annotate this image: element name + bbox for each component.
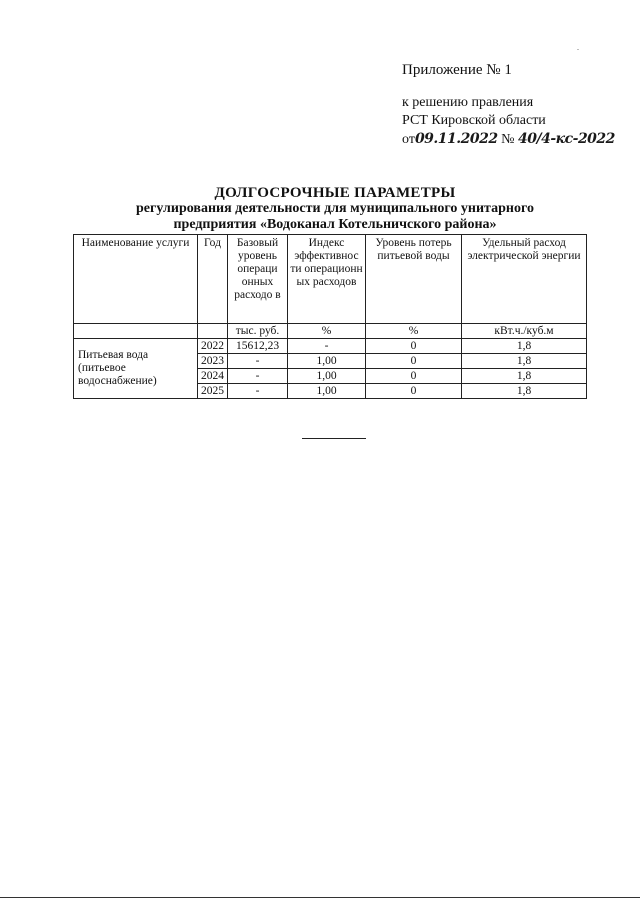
header-energy-consumption: Удельный расход электрической энергии: [462, 235, 587, 324]
row-index: 1,00: [288, 369, 366, 384]
header-year: Год: [198, 235, 228, 324]
unit-year-empty: [198, 324, 228, 339]
separator-line: [302, 438, 366, 439]
header-efficiency-index: Индекс эффективнос ти операционн ых расходов: [288, 235, 366, 324]
number-prefix: №: [501, 132, 515, 147]
header-water-loss: Уровень потерь питьевой воды: [366, 235, 462, 324]
row-base: 15612,23: [228, 339, 288, 354]
resolution-line-1: к решению правления: [402, 95, 534, 110]
row-index: 1,00: [288, 354, 366, 369]
row-loss: 0: [366, 384, 462, 399]
row-energy: 1,8: [462, 369, 587, 384]
row-year: 2025: [198, 384, 228, 399]
header-service: Наименование услуги: [74, 235, 198, 324]
title-line-2: регулирования деятельности для муниципального унитарного: [136, 201, 534, 216]
handwritten-number: 40/4-кс-2022: [517, 131, 615, 147]
document-title: [80, 185, 590, 233]
unit-base: тыс. руб.: [228, 324, 288, 339]
row-energy: 1,8: [462, 339, 587, 354]
title-main: ДОЛГОСРОЧНЫЕ ПАРАМЕТРЫ: [214, 185, 456, 201]
units-row: [74, 324, 587, 339]
unit-loss: %: [366, 324, 462, 339]
appendix-title: Приложение № 1: [402, 62, 512, 78]
unit-energy: кВт.ч./куб.м: [462, 324, 587, 339]
row-loss: 0: [366, 354, 462, 369]
header-base-costs: Базовый уровень операци онных расходо в: [228, 235, 288, 324]
row-energy: 1,8: [462, 354, 587, 369]
resolution-reference: [402, 94, 615, 149]
unit-service-empty: [74, 324, 198, 339]
scan-bottom-edge: [0, 897, 640, 898]
row-loss: 0: [366, 369, 462, 384]
row-base: -: [228, 384, 288, 399]
row-year: 2023: [198, 354, 228, 369]
row-base: -: [228, 369, 288, 384]
row-index: 1,00: [288, 384, 366, 399]
scan-dot: .: [577, 43, 579, 52]
row-year: 2024: [198, 369, 228, 384]
service-name: Питьевая вода (питьевое водоснабжение): [74, 339, 198, 399]
unit-index: %: [288, 324, 366, 339]
table-header-row: [74, 235, 587, 324]
row-index: -: [288, 339, 366, 354]
handwritten-date: 09.11.2022: [414, 131, 498, 147]
title-line-3: предприятия «Водоканал Котельничского района»: [173, 217, 497, 232]
row-base: -: [228, 354, 288, 369]
resolution-line-2: РСТ Кировской области: [402, 113, 546, 128]
row-loss: 0: [366, 339, 462, 354]
row-energy: 1,8: [462, 384, 587, 399]
date-prefix: от: [402, 132, 415, 147]
resolution-date-line: [402, 130, 615, 149]
parameters-table: [73, 234, 587, 399]
table-row: [74, 339, 587, 354]
row-year: 2022: [198, 339, 228, 354]
